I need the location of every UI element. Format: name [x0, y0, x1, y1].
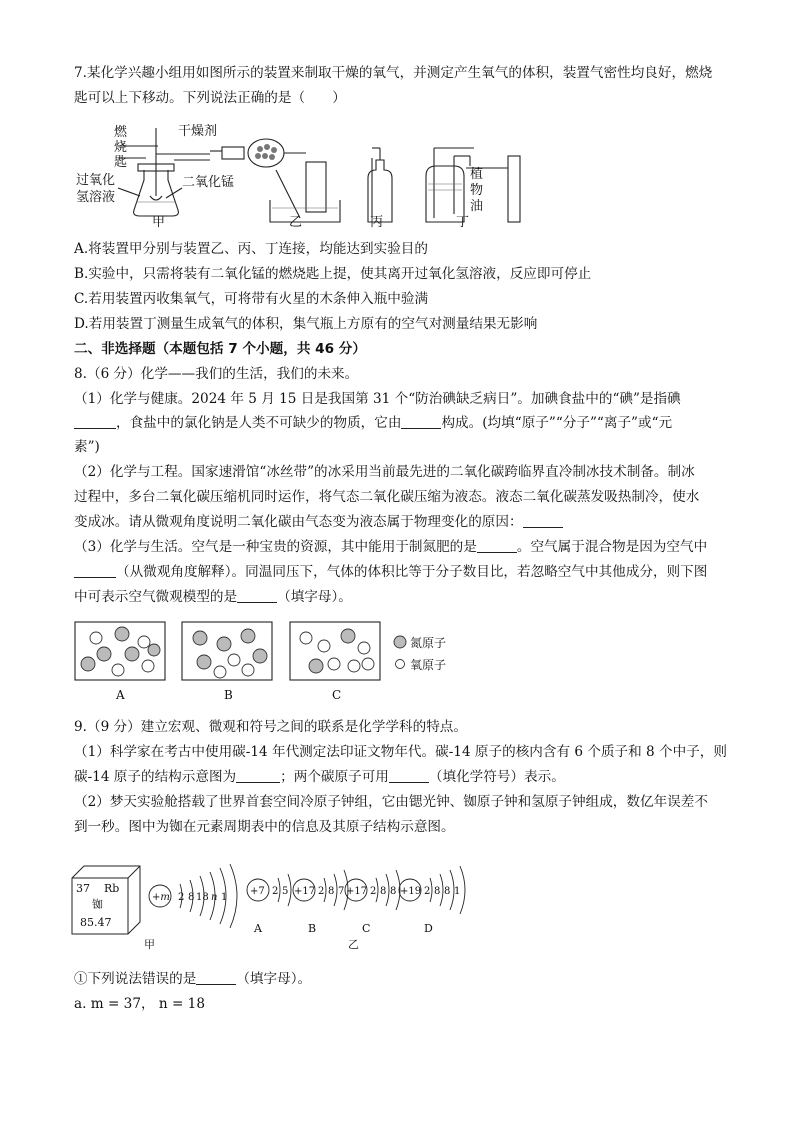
section-heading: 二、非选择题（本题包括 7 个小题，共 46 分） — [74, 341, 366, 357]
q7-stem-line1: 7.某化学兴趣小组用如图所示的装置来制取干燥的氧气，并测定产生氧气的体积，装置气密性均良好，燃烧 — [74, 65, 713, 81]
fig-label-yi: 乙 — [289, 215, 303, 230]
oil-char-1: 植 — [470, 167, 484, 182]
q7-apparatus-figure — [74, 118, 534, 230]
atom-b-e1: 2 — [318, 886, 325, 897]
q8-p1-line1: （1）化学与健康。2024 年 5 月 15 日是我国第 31 个“防治碘缺乏病日”。加碘食盐中的“碘”是指碘 — [74, 391, 681, 407]
fig-label-yi: 乙 — [348, 938, 359, 951]
q8-p3-line3: 中可表示空气微观模型的是 （填字母）。 — [74, 589, 352, 605]
q7-option-b: B.实验中，只需将装有二氧化锰的燃烧匙上提，使其离开过氧化氢溶液，反应即可停止 — [74, 266, 592, 282]
atom-c-e2: 8 — [380, 886, 387, 897]
fig-label-jia: 甲 — [152, 215, 166, 230]
q8-p1-line3: 素”) — [74, 439, 100, 455]
rb-atomic-number: 37 — [76, 882, 90, 895]
air-model-figure — [74, 620, 474, 704]
answer-blank[interactable] — [401, 414, 441, 429]
q7-option-d: D.若用装置丁测量生成氧气的体积，集气瓶上方原有的空气对测量结果无影响 — [74, 316, 538, 332]
rubidium-figure — [66, 848, 486, 956]
atom-c-nucleus: +17 — [346, 886, 368, 897]
fig-label-ding: 丁 — [456, 215, 470, 230]
atom-b-label: B — [308, 922, 317, 935]
atom-c-e3: 8 — [390, 886, 397, 897]
q8-p3-line2: （从微观角度解释）。同温同压下，气体的体积比等于分子数目比，若忽略空气中其他成分，则下图 — [74, 563, 707, 581]
desiccant-label: 干燥剂 — [178, 124, 218, 139]
atom-d-nucleus: +19 — [400, 886, 422, 897]
answer-blank[interactable] — [74, 563, 116, 578]
mno2-label: 二氧化锰 — [182, 175, 235, 190]
rb-e5: 1 — [221, 892, 228, 903]
q8-p2-line2: 过程中，多台二氧化碳压缩机同时运作，将气态二氧化碳压缩为液态。液态二氧化碳蒸发吸热制冷，使水 — [74, 489, 700, 505]
atom-d-e1: 2 — [424, 886, 431, 897]
atom-d-label: D — [424, 922, 433, 935]
spoon-char-3: 匙 — [114, 155, 128, 170]
box-label-a: A — [116, 688, 125, 702]
atom-d-e3: 8 — [444, 886, 451, 897]
atom-a-e1: 2 — [272, 886, 279, 897]
atom-a-nucleus: +7 — [250, 886, 265, 897]
atom-c-label: C — [362, 922, 371, 935]
q9-p2-line2: 到一秒。图中为铷在元素周期表中的信息及其原子结构示意图。 — [74, 819, 455, 835]
box-label-b: B — [224, 688, 233, 702]
rb-e4: n — [211, 892, 218, 903]
box-label-c: C — [332, 688, 342, 702]
q8-title: 8.（6 分）化学——我们的生活，我们的未来。 — [74, 366, 359, 382]
spoon-char-1: 燃 — [114, 125, 128, 140]
oil-char-2: 物 — [470, 183, 484, 198]
q9-p2-line1: （2）梦天实验舱搭载了世界首套空间冷原子钟组，它由锶光钟、铷原子钟和氢原子钟组成，数亿年误差不 — [74, 794, 708, 810]
atom-d-e2: 8 — [434, 886, 441, 897]
h2o2-label-2: 氢溶液 — [76, 190, 116, 205]
q8-p3-line1: （3）化学与生活。空气是一种宝贵的资源，其中能用于制氮肥的是 。空气属于混合物是因为空气中 — [74, 539, 708, 555]
legend-oxygen: 氧原子 — [410, 658, 447, 672]
answer-blank[interactable] — [389, 768, 429, 783]
rb-symbol: Rb — [104, 882, 120, 895]
spoon-char-2: 烧 — [114, 140, 128, 155]
rb-mass: 85.47 — [80, 916, 112, 929]
rb-e3: 18 — [196, 892, 209, 903]
atom-b-nucleus: +17 — [294, 886, 316, 897]
q7-option-c: C.若用装置丙收集氧气，可将带有火星的木条伸入瓶中验满 — [74, 291, 429, 307]
legend-nitrogen: 氮原子 — [410, 636, 447, 650]
q8-p1-line2: ，食盐中的氯化钠是人类不可缺少的物质，它由 构成。(均填“原子”“分子”“离子”或“元 — [74, 414, 672, 432]
answer-blank[interactable] — [74, 414, 116, 429]
answer-blank[interactable] — [477, 538, 517, 553]
answer-blank[interactable] — [196, 970, 236, 985]
rb-e2: 8 — [188, 892, 195, 903]
atom-b-e2: 8 — [328, 886, 335, 897]
q9-p1-line2: 碳-14 原子的结构示意图为 ；两个碳原子可用 （填化学符号）表示。 — [74, 769, 565, 785]
atom-d-e4: 1 — [454, 886, 461, 897]
q9-option-a: a. m = 37， n = 18 — [74, 996, 205, 1012]
answer-blank[interactable] — [237, 588, 277, 603]
answer-blank[interactable] — [236, 768, 280, 783]
rb-e1: 2 — [178, 892, 185, 903]
q9-title: 9.（9 分）建立宏观、微观和符号之间的联系是化学学科的特点。 — [74, 719, 467, 735]
q9-p1-line1: （1）科学家在考古中使用碳-14 年代测定法印证文物年代。碳-14 原子的核内含有 6 个质子和 8 个中子，则 — [74, 744, 727, 760]
rb-nucleus-label: +m — [152, 892, 170, 903]
q7-option-a: A.将装置甲分别与装置乙、丙、丁连接，均能达到实验目的 — [74, 241, 428, 257]
atom-a-label: A — [254, 922, 262, 935]
oil-char-3: 油 — [470, 199, 484, 214]
atom-c-e1: 2 — [370, 886, 377, 897]
q8-p2-line3: 变成冰。请从微观角度说明二氧化碳由气态变为液态属于物理变化的原因： — [74, 513, 563, 531]
q8-p2-line1: （2）化学与工程。国家速滑馆“冰丝带”的冰采用当前最先进的二氧化碳跨临界直冷制冰技术制备。制冰 — [74, 464, 695, 480]
q7-stem-line2: 匙可以上下移动。下列说法正确的是（ ） — [74, 90, 346, 106]
atom-a-e2: 5 — [282, 886, 289, 897]
atom-b-e3: 7 — [338, 886, 345, 897]
answer-blank[interactable] — [523, 513, 563, 528]
rb-name: 铷 — [92, 898, 103, 911]
fig-label-jia: 甲 — [144, 938, 155, 951]
h2o2-label-1: 过氧化 — [76, 173, 116, 188]
q9-sub1: ①下列说法错误的是 （填字母）。 — [74, 971, 312, 987]
fig-label-bing: 丙 — [370, 215, 384, 230]
